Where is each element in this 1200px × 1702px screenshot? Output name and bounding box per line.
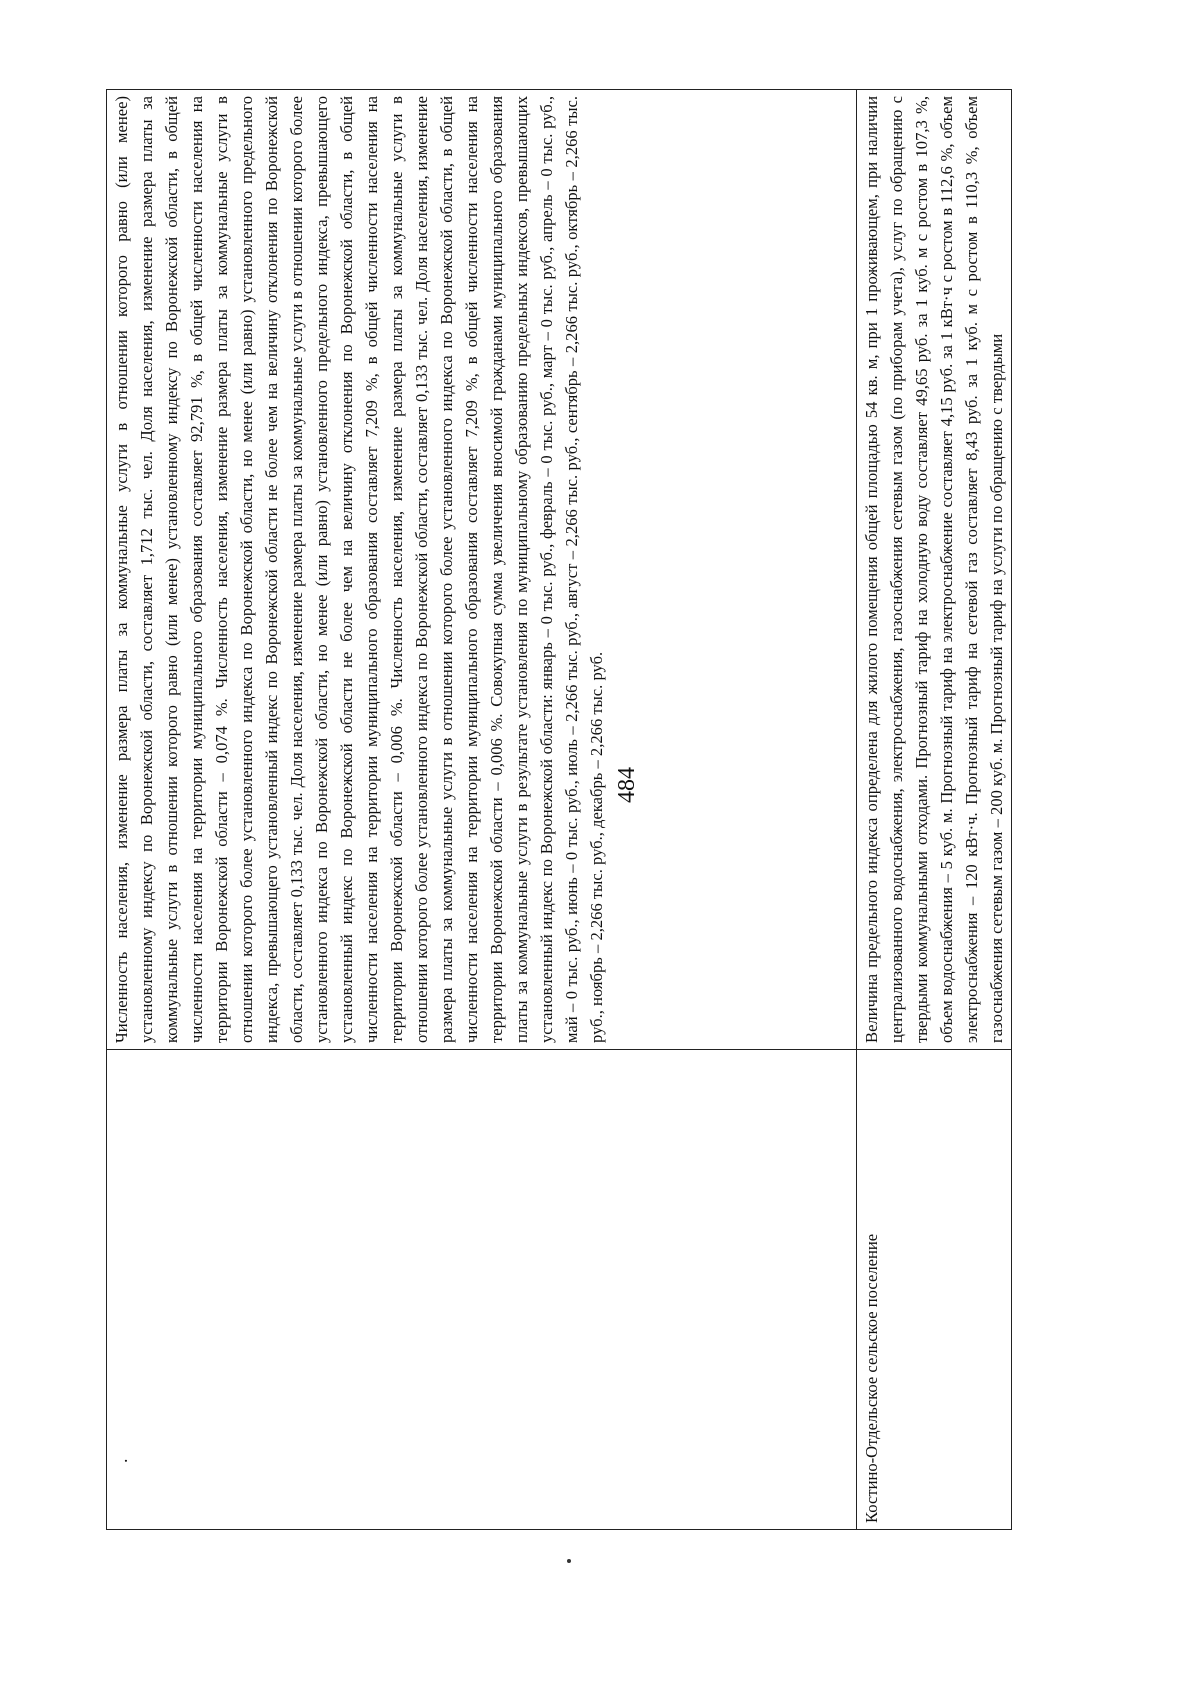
page-number: 484 <box>614 767 640 803</box>
table-row <box>107 90 857 1530</box>
rotated-table-wrapper <box>106 90 1006 1530</box>
municipality-name: Костино-Отдельское сельское поселение <box>862 1233 881 1523</box>
description-text: Численность населения, изменение размера платы за коммунальные услуги в отношении которого равно (или менее) установленному индексу по Воронежской области, составляет 1,712 тыс. чел. Доля населения, изменение размера платы за коммунальные услуги в отношении которого равно (или менее) установленному индексу по Воронежской области, в общей численности населения на территории муниципального образования составляет 92,791 %, в общей численности населения на территории Воронежской области – 0,074 %. Численность населения, изменение размера платы за коммунальные услуги в отношении которого более установленного индекса по Воронежской области, но менее (или равно) установленного предельного индекса, превышающего установленный индекс по Воронежской области не более чем на величину отклонения по Воронежской области, составляет 0,133 тыс. чел. Доля населения, изменение размера платы за коммунальные услуги в отношении которого более установленного индекса по Воронежской области, но менее (или равно) установленного предельного индекса, превышающего установленный индекс по Воронежской области не более чем на величину отклонения по Воронежской области, в общей численности населения на территории муниципального образования составляет 7,209 %, в общей численности населения на территории Воронежской области – 0,006 %. Численность населения, изменение размера платы за коммунальные услуги в отношении которого более установленного индекса по Воронежской области, составляет 0,133 тыс. чел. Доля населения, изменение размера платы за коммунальные услуги в отношении которого более установленного индекса по Воронежской области, в общей численности населения на территории муниципального образования составляет 7,209 %, в общей численности населения на территории Воронежской области – 0,006 %. Совокупная сумма увеличения вносимой гражданами муниципального образования платы за коммунальные услуги в результате установления по муниципальному образованию предельных индексов, превышающих установленный индекс по Воронежской области: январь – 0 тыс. руб., февраль – 0 тыс. руб., март – 0 тыс. руб., апрель – 0 тыс. руб., май – 0 тыс. руб., июнь – 0 тыс. руб., июль – 2,266 тыс. руб., август – 2,266 тыс. руб., сентябрь – 2,266 тыс. руб., октябрь – 2,266 тыс. руб., ноябрь – 2,266 тыс. руб., декабрь – 2,266 тыс. руб. <box>112 96 606 1043</box>
description-cell <box>107 90 857 1050</box>
table-row <box>857 90 1012 1530</box>
municipality-cell <box>857 1050 1012 1530</box>
description-text: Величина предельного индекса определена для жилого помещения общей площадью 54 кв. м, при 1 проживающем, при наличии централизованного водоснабжения, электроснабжения, газоснабжения сетевым газом (по приборам учета), услуг по обращению с твердыми коммунальными отходами. Прогнозный тариф на холодную воду составляет 49,65 руб. за 1 куб. м с ростом в 107,3 %, объем водоснабжения – 5 куб. м. Прогнозный тариф на электроснабжение составляет 4,15 руб. за 1 кВт·ч с ростом в 112,6 %, объем электроснабжения – 120 кВт·ч. Прогнозный тариф на сетевой газ составляет 8,43 руб. за 1 куб. м с ростом в 110,3 %, объем газоснабжения сетевым газом – 200 куб. м. Прогнозный тариф на услуги по обращению с твердыми <box>862 96 1006 1043</box>
municipality-cell <box>107 1050 857 1530</box>
description-cell <box>857 90 1012 1050</box>
stray-mark: . <box>111 1458 131 1463</box>
index-table <box>106 89 1012 1530</box>
margin-dot <box>567 1559 571 1563</box>
